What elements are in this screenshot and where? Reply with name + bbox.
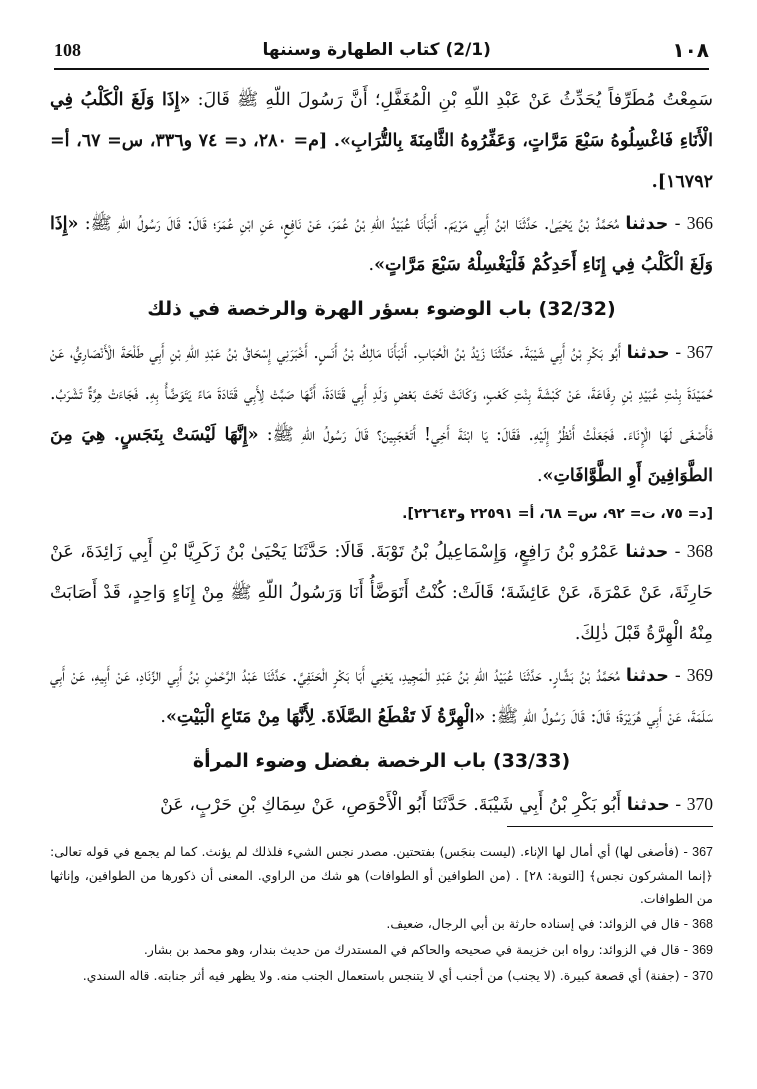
footnote-367 bbox=[50, 840, 713, 910]
hadith-366: 366 - حدثنا مُحَمَّدُ بْنُ يَحْيَىٰ. حَدَّثَنَا ابْنُ أَبِي مَرْيَمَ. أَنْبَأَنَا عُبَيْدُ اللّهِ بْنُ عُمَرَ، عَنْ نَافِعٍ، عَنِ ابْنِ عُمَرَ؛ قَالَ: قَالَ رَسُولُ اللّهِ ﷺ: «إِذَا وَلَغَ الْكَلْبُ فِي إِنَاءِ أَحَدِكُمْ فَلْيَغْسِلْهُ سَبْعَ مَرَّاتٍ». bbox=[50, 213, 713, 275]
hadith-number: 370 bbox=[686, 794, 713, 814]
hadith-367: 367 - حدثنا أَبُو بَكْرِ بْنُ أَبِي شَيْبَةَ. حَدَّثَنَا زَيْدُ بْنُ الْحُبَابِ. أَنْبَأَنَا مَالِكُ بْنُ أَنَسٍ. أَخْبَرَنِي إِسْحَاقُ بْنُ عَبْدِ اللّهِ بْنِ أَبِي طَلْحَةَ الْأَنْصَارِيُّ، عَنْ حُمَيْدَةَ بِنْتِ عُبَيْدِ بْنِ رِفَاعَةَ، عَنْ كَبْشَةَ بِنْتِ كَعْبٍ، وَكَانَتْ تَحْتَ بَعْضِ وَلَدِ أَبِي قَتَادَةَ، أَنَّهَا صَبَّتْ لِأَبِي قَتَادَةَ مَاءً يَتَوَضَّأُ بِهِ. فَجَاءَتْ هِرَّةٌ تَشْرَبُ. فَأَصْغَى لَهَا الْإِنَاءَ. فَجَعَلْتُ أَنْظُرُ إِلَيْهِ. فَقَالَ: يَا ابْنَةَ أَخِي! أَتَعْجَبِينَ؟ قَالَ رَسُولُ اللّهِ ﷺ: «إِنَّهَا لَيْسَتْ بِنَجَسٍ. هِيَ مِنَ الطَّوَافِينَ أَوِ الطَّوَّافَاتِ». bbox=[50, 342, 714, 486]
prophetic-saying: «إِذَا وَلَغَ الْكَلْبُ فِي إِنَاءِ أَحَدِكُمْ فَلْيَغْسِلْهُ سَبْعَ مَرَّاتٍ» bbox=[50, 214, 713, 275]
footnote-divider bbox=[507, 826, 713, 827]
chapter-heading-33: (33/33) باب الرخصة بفضل وضوء المرأة bbox=[192, 750, 571, 772]
sentence-end: . bbox=[368, 255, 375, 275]
running-title: (2/1) كتاب الطهارة وسننها bbox=[262, 40, 491, 60]
hadith-365-continuation bbox=[50, 80, 713, 203]
prophetic-saying: «إِذَا وَلَغَ الْكَلْبُ فِي الْأَنَاءِ فَاغْسِلُوهُ سَبْعَ مَرَّاتٍ، وَعَفِّرُوهُ الثَّامِنَةَ بِالتُّرَابِ» bbox=[50, 90, 713, 151]
footnote-text: - (فأصغى لها) أي أمال لها الإناء. (ليست بنجَس) بفتحتين. مصدر نجس الشيء فلذلك لم يؤنث. كما لم يجمع في قوله تعالى: ﴿إنما المشركون نجس﴾ [التوبة: ٢٨] . (من الطوافين أو الطوافات) هو شك من الراوي. المعنى أن ذكورها من الطوافين، وإناثها من الطوافات. bbox=[50, 844, 713, 906]
hadith-368: 368 - حدثنا عَمْرُو بْنُ رَافِعٍ، وَإِسْمَاعِيلُ بْنُ تَوْبَةَ. قَالَا: حَدَّثَنَا يَحْيَىٰ بْنُ زَكَرِيَّا بْنِ أَبِي زَائِدَةَ، عَنْ حَارِثَةَ، عَنْ عَمْرَةَ، عَنْ عَائِشَةَ؛ قَالَتْ: كُنْتُ أَتَوَضَّأُ أَنَا وَرَسُولُ اللّهِ ﷺ مِنْ إِنَاءٍ وَاحِدٍ، قَدْ أَصَابَتْ مِنْهُ الْهِرَّةُ قَبْلَ ذٰلِكَ. bbox=[50, 541, 713, 644]
hadith-lead-word: حدثنا bbox=[626, 795, 670, 815]
hadith-text: سَمِعْتُ مُطَرِّفاً يُحَدِّثُ عَنْ عَبْدِ اللّهِ بْنِ الْمُغَفَّلِ؛ أَنَّ رَسُولَ اللّهِ ﷺ قَالَ: bbox=[190, 90, 713, 110]
footnote-number: 367 bbox=[692, 845, 713, 859]
hadith-text: أَبُو بَكْرِ بْنُ أَبِي شَيْبَةَ. حَدَّثَنَا زَيْدُ بْنُ الْحُبَابِ. أَنْبَأَنَا مَالِكُ بْنُ أَنَسٍ. أَخْبَرَنِي إِسْحَاقُ بْنُ عَبْدِ اللّهِ بْنِ أَبِي طَلْحَةَ الْأَنْصَارِيُّ، عَنْ حُمَيْدَةَ بِنْتِ عُبَيْدِ بْنِ رِفَاعَةَ، عَنْ كَبْشَةَ بِنْتِ كَعْبٍ، وَكَانَتْ تَحْتَ بَعْضِ وَلَدِ أَبِي قَتَادَةَ، أَنَّهَا صَبَّتْ لِأَبِي قَتَادَةَ مَاءً يَتَوَضَّأُ بِهِ. فَجَاءَتْ هِرَّةٌ تَشْرَبُ. فَأَصْغَى لَهَا الْإِنَاءَ. فَجَعَلْتُ أَنْظُرُ إِلَيْهِ. فَقَالَ: يَا ابْنَةَ أَخِي! أَتَعْجَبِينَ؟ قَالَ رَسُولُ اللّهِ ﷺ: bbox=[50, 343, 714, 445]
hadith-lead-word: حدثنا bbox=[626, 343, 670, 363]
page-number-arabic: ١٠٨ bbox=[672, 38, 709, 62]
footnote-text: - قال في الزوائد: رواه ابن خزيمة في صحيحه والحاكم في المستدرك من حديث بندار، وهو محمد بن بشار. bbox=[143, 942, 693, 957]
hadith-lead-word: حدثنا bbox=[625, 666, 669, 686]
chapter-heading-32: (32/32) باب الوضوء بسؤر الهرة والرخصة في ذلك bbox=[147, 298, 616, 320]
hadith-number: 368 bbox=[686, 541, 713, 561]
footnote-370 bbox=[50, 964, 713, 988]
page-header bbox=[54, 32, 709, 70]
prophetic-saying: «الْهِرَّةُ لَا تَقْطَعُ الصَّلَاةَ. لِأَنَّهَا مِنْ مَتَاعِ الْبَيْتِ» bbox=[165, 707, 486, 727]
hadith-number: 369 bbox=[686, 665, 713, 685]
footnotes bbox=[50, 840, 713, 990]
footnote-number: 369 bbox=[692, 943, 713, 957]
takhrij-reference: . [م= ٢٨٠، د= ٧٤ و٣٣٦، س= ٦٧، أ= ١٦٧٩٢]. bbox=[50, 131, 713, 192]
hadith-text: عَمْرُو بْنُ رَافِعٍ، وَإِسْمَاعِيلُ بْنُ تَوْبَةَ. قَالَا: حَدَّثَنَا يَحْيَىٰ بْنُ زَكَرِيَّا بْنِ أَبِي زَائِدَةَ، عَنْ حَارِثَةَ، عَنْ عَمْرَةَ، عَنْ عَائِشَةَ؛ قَالَتْ: كُنْتُ أَتَوَضَّأُ أَنَا وَرَسُولُ اللّهِ ﷺ مِنْ إِنَاءٍ وَاحِدٍ، قَدْ أَصَابَتْ مِنْهُ الْهِرَّةُ قَبْلَ ذٰلِكَ. bbox=[50, 542, 713, 644]
page-number-latin: 108 bbox=[54, 39, 82, 60]
hadith-number: 366 bbox=[686, 213, 713, 233]
footnote-number: 368 bbox=[692, 917, 713, 931]
footnote-369 bbox=[50, 938, 713, 962]
hadith-text: مُحَمَّدُ بْنُ يَحْيَىٰ. حَدَّثَنَا ابْنُ أَبِي مَرْيَمَ. أَنْبَأَنَا عُبَيْدُ اللّهِ بْنُ عُمَرَ، عَنْ نَافِعٍ، عَنِ ابْنِ عُمَرَ؛ قَالَ: قَالَ رَسُولُ اللّهِ ﷺ: bbox=[78, 214, 626, 234]
prophetic-saying: «إِنَّهَا لَيْسَتْ بِنَجَسٍ. هِيَ مِنَ الطَّوَافِينَ أَوِ الطَّوَّافَاتِ» bbox=[50, 425, 713, 486]
hadith-text: مُحَمَّدُ بْنُ بَشَّارٍ. حَدَّثَنَا عُبَيْدُ اللّهِ بْنُ عَبْدِ الْمَجِيدِ، يَعْنِي أَبَا بَكْرٍ الْحَنَفِيَّ. حَدَّثَنَا عَبْدُ الرَّحْمٰنِ بْنُ أَبِي الزِّنَادِ، عَنْ أَبِيهِ، عَنْ أَبِي سَلَمَةَ، عَنْ أَبِي هُرَيْرَةَ؛ قَالَ: قَالَ رَسُولُ اللّهِ ﷺ: bbox=[50, 666, 713, 727]
main-text bbox=[50, 80, 713, 826]
hadith-number: 367 bbox=[686, 342, 713, 362]
sentence-end: . bbox=[536, 466, 543, 486]
hadith-370: 370 - حدثنا أَبُو بَكْرِ بْنُ أَبِي شَيْبَةَ. حَدَّثَنَا أَبُو الْأَحْوَصِ، عَنْ سِمَاكِ بْنِ حَرْبٍ، عَنْ bbox=[160, 794, 713, 815]
footnote-text: - (جفنة) أي قصعة كبيرة. (لا يجنب) من أجنب أي لا يتنجس باستعمال الجنب منه. ولا يظهر فيه أثر جنابته. قاله السندي. bbox=[82, 968, 693, 983]
footnote-368 bbox=[50, 912, 713, 936]
footnote-text: - قال في الزوائد: في إسناده حارثة بن أبي الرجال، ضعيف. bbox=[386, 916, 693, 931]
hadith-369: 369 - حدثنا مُحَمَّدُ بْنُ بَشَّارٍ. حَدَّثَنَا عُبَيْدُ اللّهِ بْنُ عَبْدِ الْمَجِيدِ، يَعْنِي أَبَا بَكْرٍ الْحَنَفِيَّ. حَدَّثَنَا عَبْدُ الرَّحْمٰنِ بْنُ أَبِي الزِّنَادِ، عَنْ أَبِيهِ، عَنْ أَبِي سَلَمَةَ، عَنْ أَبِي هُرَيْرَةَ؛ قَالَ: قَالَ رَسُولُ اللّهِ ﷺ: «الْهِرَّةُ لَا تَقْطَعُ الصَّلَاةَ. لِأَنَّهَا مِنْ مَتَاعِ الْبَيْتِ». bbox=[50, 665, 713, 727]
hadith-lead-word: حدثنا bbox=[625, 214, 669, 234]
sentence-end: . bbox=[160, 707, 166, 727]
takhrij-reference-367: [د= ٧٥، ت= ٩٢، س= ٦٨، أ= ٢٢٥٩١ و٢٢٦٤٣]. bbox=[402, 506, 713, 522]
hadith-text: أَبُو بَكْرِ بْنُ أَبِي شَيْبَةَ. حَدَّثَنَا أَبُو الْأَحْوَصِ، عَنْ سِمَاكِ بْنِ حَرْبٍ، عَنْ bbox=[160, 795, 627, 815]
hadith-lead-word: حدثنا bbox=[625, 542, 669, 562]
footnote-number: 370 bbox=[692, 969, 713, 983]
